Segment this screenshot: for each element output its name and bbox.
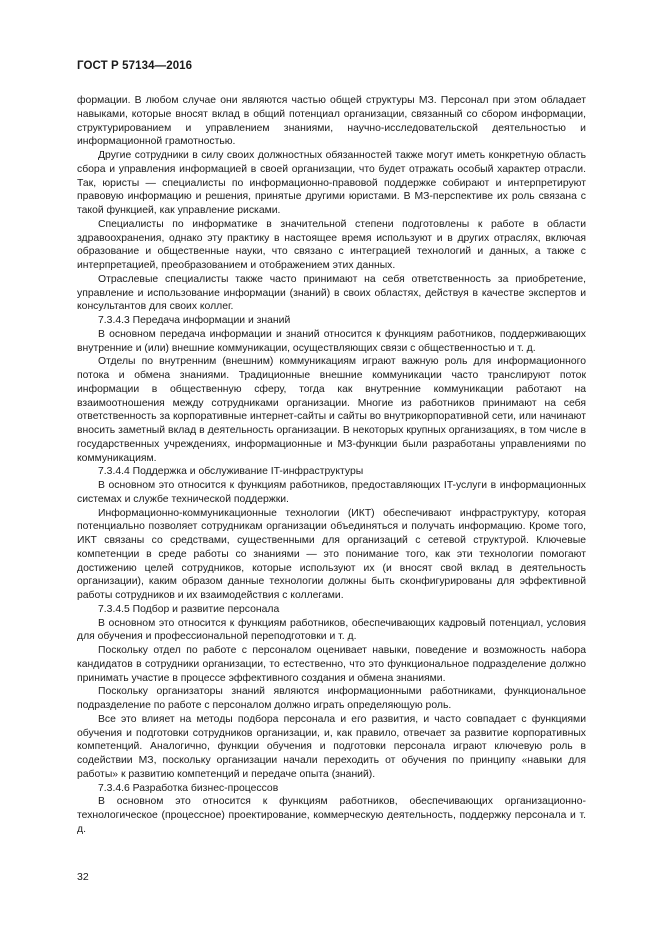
paragraph: Все это влияет на методы подбора персонала и его развития, и часто совпадает с функциями обучения и подготовки сотрудников организации, и, как правило, отвечает за развитие корпоративных компетенций. Аналогично, функции обучения и подготовки персонала играют ключевую роль в содействии МЗ, поскольку организации начали переходить от обучения по принципу «навыки для работы» к развитию компетенций и передаче опыта (знаний). xyxy=(77,713,586,780)
body-text xyxy=(77,94,586,837)
paragraph: В основном это относится к функциям работников, предоставляющих IT-услуги в информационных системах и службе технической поддержки. xyxy=(77,480,586,505)
section-heading-7-3-4-4: 7.3.4.4 Поддержка и обслуживание IT-инфраструктуры xyxy=(98,466,364,478)
paragraph: В основном передача информации и знаний относится к функциям работников, поддерживающих внутренние и (или) внешние коммуникации, осуществляющих связи с общественностью и т. д. xyxy=(77,328,586,354)
paragraph: Отделы по внутренним (внешним) коммуникациям играют важную роль для информационного потока и обмена знаниями. Традиционные внешние коммуникации часто транслируют поток информации в общественную сферу, тогда как внутренние коммуникации работают на взаимоотношения между сотрудниками организации. Многие из работников принимают на себя ответственность за корпоративные интернет-сайты и сайты во внутрикорпоративной сети, или начинают вносить заметный вклад в деятельность организации. В некоторых крупных организациях, в том числе в государственных учреждениях, информационные и МЗ-функции были разработаны управлениями по коммуникациям. xyxy=(77,356,586,464)
standard-header: ГОСТ Р 57134—2016 xyxy=(77,60,193,72)
page-number: 32 xyxy=(77,871,89,883)
paragraph: В основном это относится к функциям работников, обеспечивающих кадровый потенциал, условия для обучения и профессиональной переподготовки и т. д. xyxy=(77,617,586,643)
paragraph: Отраслевые специалисты также часто принимают на себя ответственность за приобретение, управление и использование информации (знаний) в своих областях, действуя в качестве экспертов и консультантов для своих коллег. xyxy=(77,273,586,313)
paragraph: Поскольку отдел по работе с персоналом оценивает навыки, поведение и возможность набора кандидатов в сотрудники организации, то естественно, что это функциональное подразделение должно принимать участие в процессе эффективного создания и обмена знаниями. xyxy=(77,645,586,684)
paragraph: Информационно-коммуникационные технологии (ИКТ) обеспечивают инфраструктуру, которая потенциально позволяет сотрудникам организации объединяться и получать информацию. Кроме того, ИКТ связаны со средствами, существенными для организаций с сетевой структурой. Ключевые компетенции в среде работы со знаниями — это понимание того, как эти технологии помогают достижению целей сотрудников, которые используют их (и вносят свой вклад в деятельность организации), каким образом данные технологии должны быть сконфигурированы для эффективной работы сотрудников и их взаимодействия с коллегами. xyxy=(77,507,586,601)
section-heading-7-3-4-6: 7.3.4.6 Разработка бизнес-процессов xyxy=(98,782,279,794)
paragraph: В основном это относится к функциям работников, обеспечивающих организационно-технологическое (процессное) проектирование, коммерческую деятельность, поддержку персонала и т. д. xyxy=(77,796,586,835)
paragraph: Другие сотрудники в силу своих должностных обязанностей также могут иметь конкретную область сбора и управления информацией в своей организации, что будет отражать особый характер отрасли. Так, юристы — специалисты по информационно-правовой поддержке собирают и интерпретируют правовую информацию и решения, принятые другими юристами. В МЗ-перспективе их роль связана с такой функцией, как управление рисками. xyxy=(77,150,586,216)
section-heading-7-3-4-5: 7.3.4.5 Подбор и развитие персонала xyxy=(98,603,280,615)
paragraph: Поскольку организаторы знаний являются информационными работниками, функциональное подразделение по работе с персоналом должно играть определяющую роль. xyxy=(77,686,586,711)
paragraph: Специалисты по информатике в значительной степени подготовлены к работе в области здравоохранения, однако эту практику в настоящее время используют и в других отраслях, включая образование и общественные науки, что связано с интеграцией технологий и данных, а также с интерпретацией, преобразованием и отображением этих данных. xyxy=(77,218,586,271)
section-heading-7-3-4-3: 7.3.4.3 Передача информации и знаний xyxy=(98,315,291,326)
paragraph: формации. В любом случае они являются частью общей структуры МЗ. Персонал при этом обладает навыками, которые вносят вклад в общий потенциал организации, связанный со сбором информации, структурированием и управлением знаниями, научно-исследовательской деятельностью и информационной грамотностью. xyxy=(77,95,586,148)
